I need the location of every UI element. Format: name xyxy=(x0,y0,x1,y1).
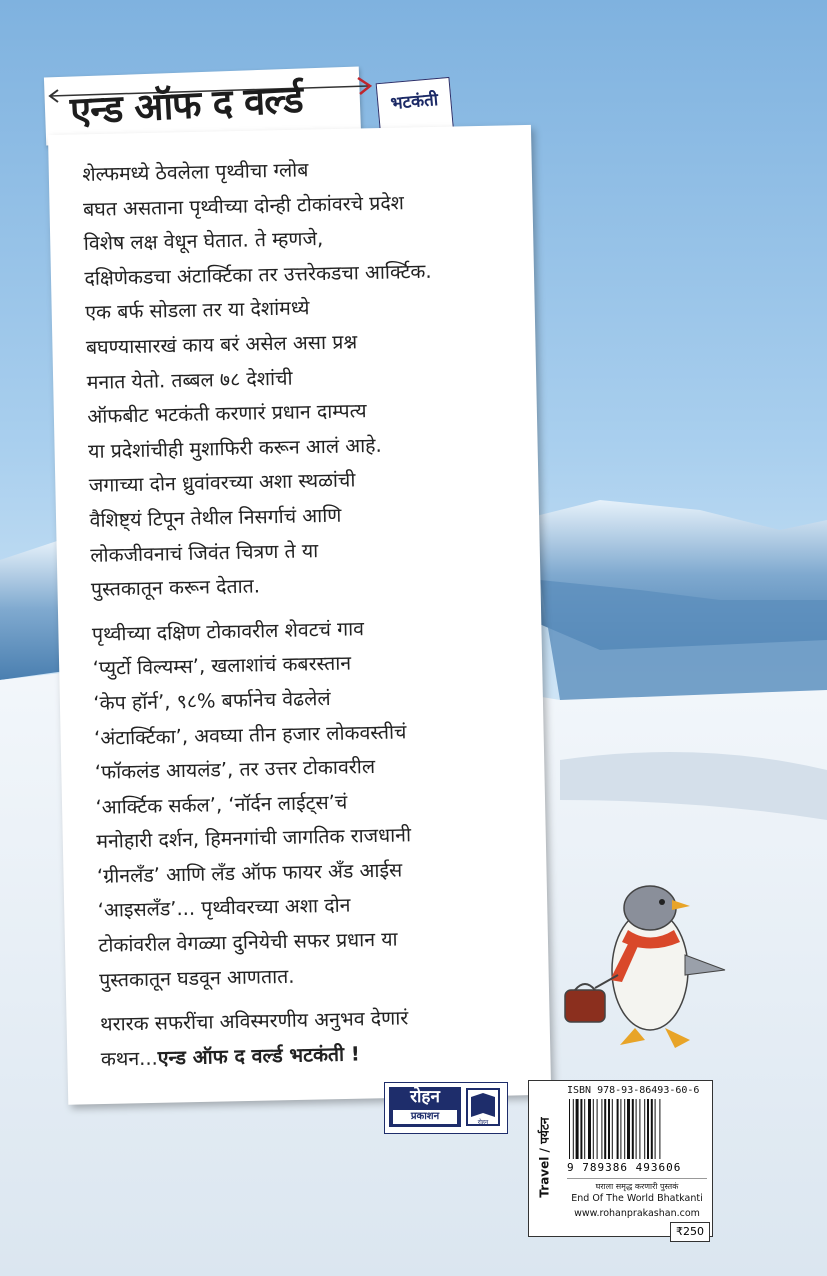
english-book-title: End Of The World Bhatkanti xyxy=(571,1193,703,1204)
blurb-paragraph-1-line: वैशिष्ट्यं टिपून तेथील निसर्गाचं आणि xyxy=(89,503,342,532)
genre-tag-label: भटकंती xyxy=(389,89,439,115)
blurb-paragraph-1-line: दक्षिणेकडचा अंटार्क्टिका तर उत्तरेकडचा आर्क्टिक. xyxy=(84,259,432,290)
blurb-paragraph-2-line: ‘प्युर्टो विल्यम्स’, खलाशांचं कबरस्तान xyxy=(92,651,352,681)
blurb-paragraph-2-line: पृथ्वीच्या दक्षिण टोकावरील शेवटचं गाव xyxy=(91,616,365,646)
book-title: एन्ड ऑफ द वर्ल्ड xyxy=(69,76,304,134)
blurb-paragraph-2-line: टोकांवरील वेगळ्या दुनियेची सफर प्रधान या xyxy=(98,927,398,957)
blurb-paragraph-2-line: ‘ग्रीनलँड’ आणि लँड ऑफ फायर अँड आईस xyxy=(96,858,403,888)
blurb-paragraph-1-line: विशेष लक्ष वेधून घेतात. ते म्हणजे, xyxy=(83,227,324,256)
book-icon xyxy=(465,1087,501,1127)
price-label: ₹250 xyxy=(670,1222,710,1242)
blurb-paragraph-2-line: ‘केप हॉर्न’, ९८% बर्फानेच वेढलेलं xyxy=(93,686,331,715)
publisher-name-block xyxy=(389,1087,461,1127)
blurb-paragraph-1-line: एक बर्फ सोडला तर या देशांमध्ये xyxy=(85,296,310,325)
publisher-name: रोहन xyxy=(410,1087,440,1107)
blurb-text xyxy=(82,149,551,1088)
blurb-closing xyxy=(100,999,551,1078)
blurb-paragraph-1-line: मनात येतो. तब्बल ७८ देशांची xyxy=(86,366,293,394)
penguin-illustration xyxy=(540,860,740,1060)
blurb-paragraph-1-line: शेल्फमध्ये ठेवलेला पृथ्वीचा ग्लोब xyxy=(82,158,309,186)
isbn-text: ISBN 978-93-86493-60-6 xyxy=(567,1085,700,1096)
blurb-paragraph-2-line: ‘अंटार्क्टिका’, अवघ्या तीन हजार लोकवस्तीचं xyxy=(93,719,407,750)
blurb-paragraph-1-line: बघत असताना पृथ्वीच्या दोन्ही टोकांवरचे प्रदेश xyxy=(82,190,405,221)
closing-bold: एन्ड ऑफ द वर्ल्ड भटकंती ! xyxy=(157,1042,360,1070)
blurb-paragraph-2-line: ‘फॉकलंड आयलंड’, तर उत्तर टोकावरील xyxy=(94,755,376,784)
blurb-paragraph-2-line: ‘आइसलँड’... पृथ्वीवरच्या अशा दोन xyxy=(97,894,351,923)
blurb-paragraph-1-line: पुस्तकातून करून देतात. xyxy=(90,574,261,602)
blurb-paragraph-2-line: पुस्तकातून घडवून आणतात. xyxy=(98,964,295,992)
publisher-website: www.rohanprakashan.com xyxy=(574,1208,700,1219)
blurb-paragraph-1-line: लोकजीवनाचं जिवंत चित्रण ते या xyxy=(90,538,319,567)
publisher-sub: प्रकाशन xyxy=(393,1110,457,1124)
svg-text:रोहन: रोहन xyxy=(477,1119,489,1126)
closing-prefix: कथन... xyxy=(100,1046,158,1071)
blurb-paragraph-1 xyxy=(82,149,541,608)
blurb-paragraph-2 xyxy=(92,608,550,998)
category-label: Travel / पर्यटन xyxy=(537,1117,552,1198)
blurb-paragraph-1-line: बघण्यासारखं काय बरं असेल असा प्रश्न xyxy=(85,330,358,359)
blurb-paragraph-1-line: जगाच्या दोन ध्रुवांवरच्या अशा स्थळांची xyxy=(88,468,356,498)
blurb-paragraph-2-line: मनोहारी दर्शन, हिमनगांची जागतिक राजधानी xyxy=(96,823,412,854)
blurb-paragraph-2-line: ‘आर्क्टिक सर्कल’, ‘नॉर्दन लाईट्स’चं xyxy=(95,790,348,819)
barcode-panel xyxy=(528,1080,713,1237)
blurb-paragraph-1-line: ऑफबीट भटकंती करणारं प्रधान दाम्पत्य xyxy=(87,399,367,429)
publisher-tagline: घराला समृद्ध करणारी पुस्तकं xyxy=(567,1178,707,1192)
barcode-number: 9 789386 493606 xyxy=(567,1161,682,1174)
blurb-paragraph-1-line: या प्रदेशांचीही मुशाफिरी करून आलं आहे. xyxy=(87,433,382,463)
closing-line-1: थरारक सफरींचा अविस्मरणीय अनुभव देणारं xyxy=(99,1006,409,1037)
barcode-icon xyxy=(567,1099,705,1159)
publisher-logo xyxy=(384,1082,508,1134)
